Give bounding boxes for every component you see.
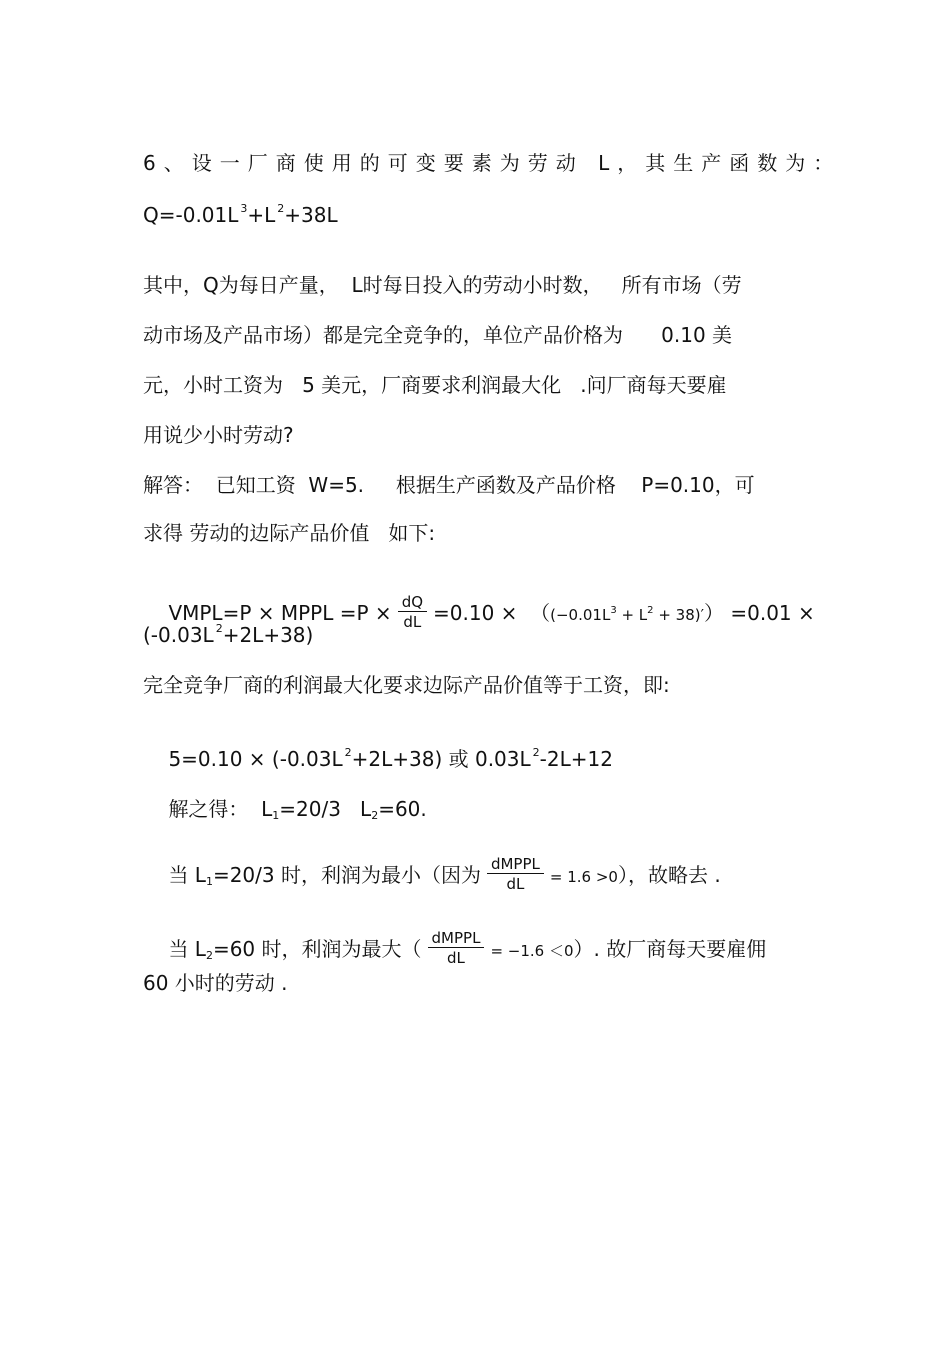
- exponent: 2: [215, 622, 223, 635]
- vmp-tail: ） =0.01 ×: [704, 601, 815, 625]
- vmp-lhs: VMPL=P × MPPL =P ×: [168, 601, 392, 625]
- exponent: 2: [647, 605, 654, 616]
- exponent: 3: [240, 202, 248, 215]
- answer-line: 解答： 已知工资 W=5. 根据生产函数及产品价格 P=0.10，可: [143, 473, 755, 497]
- solve-part: =20/3 L: [279, 797, 372, 821]
- eq-part: 5=0.10 × (-0.03L: [168, 747, 343, 771]
- prod-fn-part: Q=-0.01L: [143, 203, 239, 227]
- case-part: ）. 故厂商每天要雇佣: [573, 937, 767, 961]
- subscript: 1: [205, 875, 213, 888]
- case-part: =20/3 时，利润为最小（因为: [212, 863, 481, 887]
- fraction: [487, 855, 544, 894]
- exponent: 3: [610, 605, 617, 616]
- production-function: [143, 202, 338, 232]
- vmp-continued: [143, 622, 313, 652]
- case-part: 当 L: [168, 937, 206, 961]
- derivative-value: = 1.6 >0: [549, 868, 618, 886]
- exponent: 2: [277, 202, 285, 215]
- conclusion: 60 小时的劳动 .: [143, 971, 288, 995]
- paragraph-line: 元，小时工资为 5 美元，厂商要求利润最大化 .问厂商每天要雇: [143, 373, 727, 397]
- eq-part: +2L+38) 或 0.03L: [351, 747, 531, 771]
- fraction-denominator: dL: [403, 613, 422, 631]
- solve-part: 解之得： L: [168, 797, 273, 821]
- fraction-denominator: dL: [447, 949, 465, 967]
- answer-line: 求得 劳动的边际产品价值 如下:: [143, 521, 436, 545]
- vmp2-part: +2L+38): [222, 623, 314, 647]
- prod-fn-part: +L: [247, 203, 276, 227]
- paragraph-line: 用说少小时劳动?: [143, 423, 294, 447]
- case-part: 当 L: [168, 863, 206, 887]
- subscript: 2: [205, 949, 213, 962]
- case-part: ），故略去 .: [617, 863, 721, 887]
- fraction-numerator: dMPPL: [490, 855, 540, 873]
- eq-part: -2L+12: [539, 747, 613, 771]
- vmp2-part: (-0.03L: [143, 623, 214, 647]
- fraction-denominator: dL: [506, 875, 525, 893]
- fraction-numerator: dQ: [401, 593, 424, 611]
- derivative-expr: + L: [616, 606, 648, 624]
- case-part: =60 时，利润为最大（: [212, 937, 422, 961]
- fraction: [398, 593, 427, 632]
- subscript: 2: [371, 809, 379, 822]
- fraction: [428, 929, 485, 968]
- profit-condition: 完全竞争厂商的利润最大化要求边际产品价值等于工资，即:: [143, 673, 670, 697]
- problem-title: 6、设一厂商使用的可变要素为劳动 L，其生产函数为：: [143, 151, 842, 175]
- vmp-mid: =0.10 × （: [433, 601, 551, 625]
- exponent: 2: [532, 746, 540, 759]
- paragraph-line: 其中，Q为每日产量， L时每日投入的劳动小时数， 所有市场（劳: [143, 273, 742, 297]
- derivative-value: = −1.6 ＜0: [490, 942, 574, 960]
- solve-part: =60.: [378, 797, 427, 821]
- prod-fn-part: +38L: [284, 203, 338, 227]
- exponent: 2: [344, 746, 352, 759]
- paragraph-line: 动市场及产品市场）都是完全竞争的，单位产品价格为 0.10 美: [143, 323, 733, 347]
- fraction-numerator: dMPPL: [431, 929, 481, 947]
- derivative-expr: (−0.01L: [550, 606, 611, 624]
- derivative-expr: + 38)′: [653, 606, 704, 624]
- subscript: 1: [272, 809, 280, 822]
